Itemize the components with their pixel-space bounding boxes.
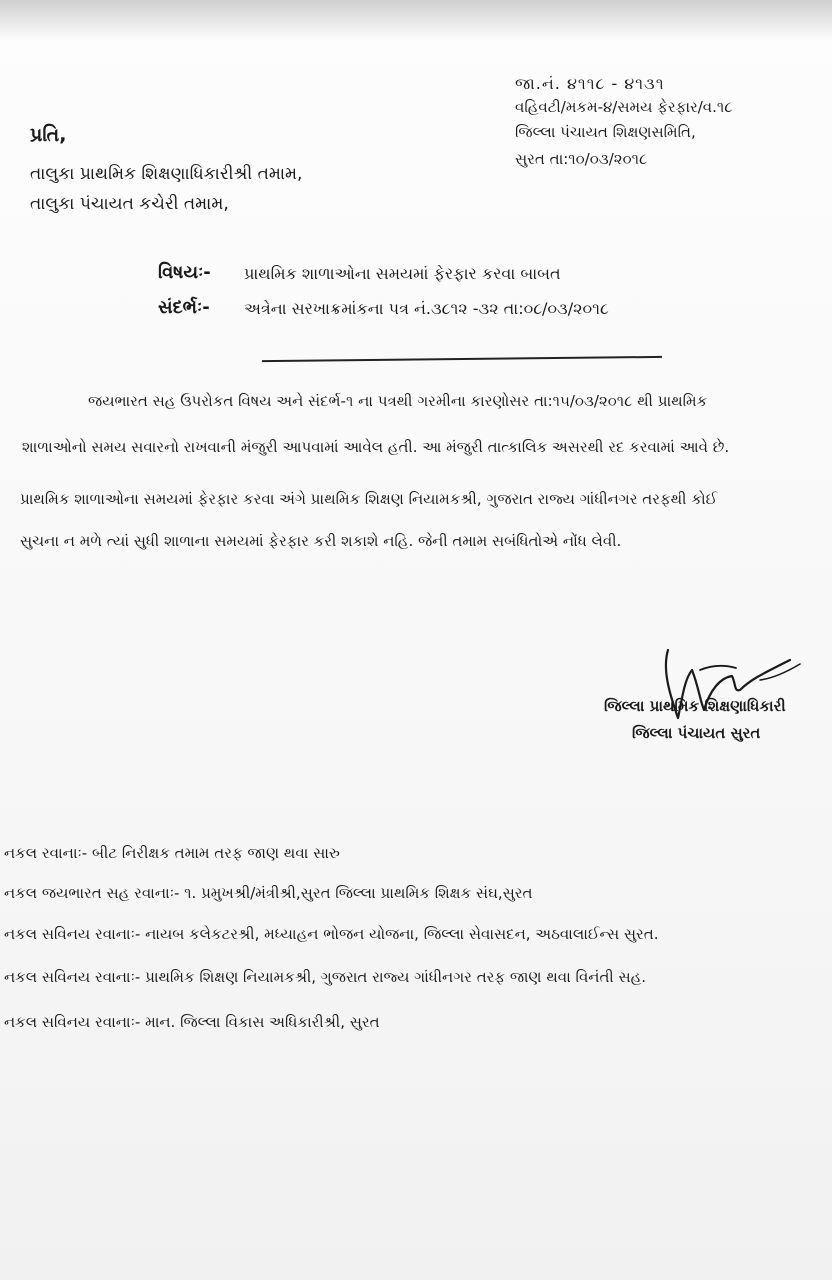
subject-text: પ્રાથમિક શાળાઓના સમયમાં ફેરફાર કરવા બાબત — [244, 264, 561, 283]
reference-number: જા.નં. ૪૧૧૮ - ૪૧૩૧ — [515, 74, 665, 93]
issuing-office: જિલ્લા પંચાયત શિક્ષણસમિતિ, — [515, 123, 696, 141]
copy-to-line: નકલ જયભારત સહ રવાનાઃ- ૧. પ્રમુખશ્રી/મંત્રીશ્રી,સુરત જિલ્લા પ્રાથમિક શિક્ષક સંઘ,સુરત — [4, 884, 533, 902]
copy-to-line: નકલ સવિનય રવાનાઃ- પ્રાથમિક શિક્ષણ નિયામકશ્રી, ગુજરાત રાજ્ય ગાંધીનગર તરફ જાણ થવા વિનંતી સહ. — [4, 968, 647, 986]
reference-label: સંદર્ભઃ- — [158, 297, 210, 318]
copy-to-line: નકલ સવિનય રવાનાઃ- નાયબ કલેકટરશ્રી, મધ્યાહન ભોજન યોજના, જિલ્લા સેવાસદન, અઠવાલાઈન્સ સુરત. — [4, 925, 659, 943]
recipient-line: તાલુકા પંચાયત કચેરી તમામ, — [30, 194, 229, 214]
body-line: જયભારત સહ ઉપરોકત વિષય અને સંદર્ભ-૧ ના પત્રથી ગરમીના કારણોસર તા:૧૫/૦૩/૨૦૧૮ થી પ્રાથમિક — [88, 392, 708, 410]
body-line: શાળાઓનો સમય સવારનો રાખવાની મંજુરી આપવામાં આવેલ હતી. આ મંજુરી તાત્કાલિક અસરથી રદ કરવામાં આવે છે. — [22, 438, 730, 456]
handwritten-signature — [640, 640, 810, 730]
signatory-title: જિલ્લા પ્રાથમિક શિક્ષણાધિકારી — [604, 697, 786, 715]
reference-text: અત્રેના સરખાક્રમાંકના પત્ર નં.૩૮૧૨ -૩૨ તા:૦૮/૦૩/૨૦૧૮ — [244, 299, 609, 318]
recipient-label: પ્રતિ, — [30, 124, 67, 146]
scan-shadow — [0, 0, 832, 40]
body-line: પ્રાથમિક શાળાઓના સમયમાં ફેરફાર કરવા અંગે પ્રાથમિક શિક્ષણ નિયામકશ્રી, ગુજરાત રાજ્ય ગાંધીનગર તરફથી કોઈ — [20, 490, 718, 508]
copy-to-line: નકલ સવિનય રવાનાઃ- માન. જિલ્લા વિકાસ અધિકારીશ્રી, સુરત — [4, 1013, 380, 1031]
signatory-office: જિલ્લા પંચાયત સુરત — [632, 724, 761, 742]
subject-label: વિષયઃ- — [158, 262, 211, 283]
file-reference: વહિવટી/મકમ-૪/સમય ફેરફાર/વ.૧૮ — [515, 98, 733, 116]
reference-underline — [262, 356, 662, 362]
issue-date: સુરત તા:૧૦/૦૩/૨૦૧૮ — [515, 150, 648, 168]
recipient-line: તાલુકા પ્રાથમિક શિક્ષણાધિકારીશ્રી તમામ, — [30, 164, 303, 184]
copy-to-line: નકલ રવાનાઃ- બીટ નિરીક્ષક તમામ તરફ જાણ થવા સારુ — [4, 844, 340, 862]
body-line: સુચના ન મળે ત્યાં સુધી શાળાના સમયમાં ફેરફાર કરી શકાશે નહિ. જેની તમામ સબંધિતોએ નોંધ લેવી. — [20, 532, 622, 550]
